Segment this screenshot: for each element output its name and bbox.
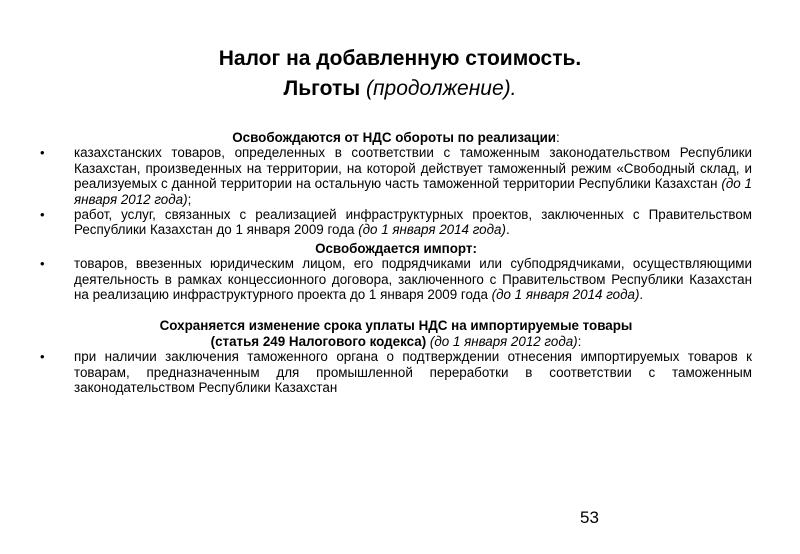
section1-heading-text: Освобождаются от НДС обороты по реализации <box>232 130 557 145</box>
list-item <box>40 256 752 302</box>
section3-list <box>40 349 752 395</box>
list-item <box>40 349 752 395</box>
section1-heading-tail: : <box>556 130 560 145</box>
section3-heading-italic: (до 1 января 2012 года) <box>426 333 578 349</box>
list-item <box>40 145 752 207</box>
section2-list <box>40 256 752 302</box>
item-italic: (до 1 января 2014 года) <box>491 287 640 303</box>
item-text: работ, услуг, связанных с реализацией инфраструктурных проектов, заключенных с Правительством Республики Казахстан до 1 января 2009 года <box>74 207 752 238</box>
item-text: товаров, ввезенных юридическим лицом, его подрядчиками или субподрядчиками, осуществляющими деятельность в рамках концессионного договора, заключенного с Правительством Республики Казахстан на реализацию инфраструктурного проекта до 1 января 2009 года <box>74 256 752 303</box>
title-line2 <box>0 74 800 104</box>
section1-heading <box>40 130 752 145</box>
title-line2-italic: (продолжение). <box>360 77 517 100</box>
section3-heading-line2 <box>40 334 752 349</box>
item-tail: ; <box>187 191 192 207</box>
item-italic: (до 1 января 2012 года) <box>74 176 753 207</box>
section3-heading-tail: : <box>577 333 582 349</box>
section3-heading <box>40 318 752 349</box>
section1-list <box>40 145 752 237</box>
title-line1: Налог на добавленную стоимость. <box>218 47 582 70</box>
item-tail: . <box>505 222 510 238</box>
section3-heading-bold: (статья 249 Налогового кодекса) <box>210 333 427 349</box>
section2-heading: Освобождается импорт: <box>315 240 477 256</box>
item-tail: . <box>639 287 644 303</box>
title-line2-bold: Льготы <box>283 77 361 100</box>
slide-title <box>0 44 800 104</box>
spacer <box>40 302 752 318</box>
page-number: 53 <box>580 508 599 527</box>
section3-heading-line1: Сохраняется изменение срока уплаты НДС на импортируемые товары <box>159 318 633 334</box>
item-text: казахстанских товаров, определенных в соответствии с таможенным законодательством Республики Казахстан, произведенных на территории, на которой действует таможенный режим «Свободный склад, и реализуемых с данной территории на остальную часть таможенной территории Республики Казахстан <box>74 145 752 192</box>
slide-content <box>40 130 752 396</box>
item-italic: (до 1 января 2014 года) <box>358 222 506 238</box>
list-item <box>40 207 752 238</box>
item-text: при наличии заключения таможенного органа о подтверждении отнесения импортируемых товаров к товарам, предназначенным для промышленной переработки в соответствии с таможенным законодательством Республики Казахстан <box>74 349 752 396</box>
